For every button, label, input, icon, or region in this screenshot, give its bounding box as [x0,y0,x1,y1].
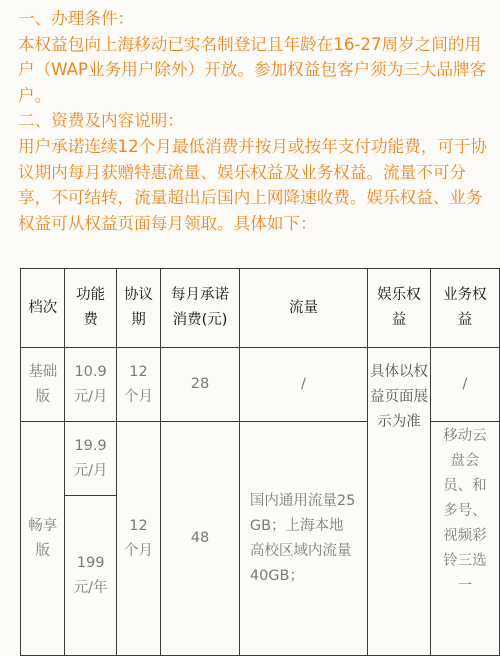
basic-data: / [239,348,367,422]
header-fee: 功能费 [65,269,116,348]
basic-term: 12个月 [116,348,160,422]
table-header-row [21,269,500,348]
header-data: 流量 [239,269,367,348]
basic-min-spend: 28 [161,348,240,422]
basic-tier: 基础版 [21,348,65,422]
entertainment-shared: 具体以权益页面展示为准 [368,348,431,656]
enjoy-fee-yearly: 199元/年 [65,496,116,656]
header-term: 协议期 [116,269,160,348]
enjoy-fee-monthly: 19.9元/月 [65,422,116,496]
benefit-table [20,268,500,656]
header-min-spend: 每月承诺消费(元) [161,269,240,348]
enjoy-tier: 畅享版 [21,422,65,656]
section1-body: 本权益包向上海移动已实名制登记且年龄在16-27周岁之间的用户（WAP业务用户除外）开放。参加权益包客户须为三大品牌客户。 [18,34,487,105]
section2-heading: 二、资费及内容说明： [18,111,184,131]
enjoy-data: 国内通用流量25GB；上海本地高校区域内流量40GB； [239,422,367,656]
header-service: 业务权益 [430,269,499,348]
table-row-basic [21,348,500,422]
intro-text [18,6,490,236]
basic-service: / [430,348,499,422]
section2-body: 用户承诺连续12个月最低消费并按月或按年支付功能费，可于协议期内每月获赠特惠流量、娱乐权益及业务权益。流量不可分享，不可结转，流量超出后国内上网降速收费。娱乐权益、业务权益可从权益页面每月领取。具体如下： [18,136,488,233]
basic-fee: 10.9元/月 [65,348,116,422]
section1-heading: 一、办理条件： [18,9,135,28]
enjoy-service: 移动云盘会员、和多号、视频彩铃三选一 [430,422,499,656]
header-tier: 档次 [21,269,65,348]
header-entertainment: 娱乐权益 [368,269,431,348]
enjoy-term: 12个月 [116,422,160,656]
enjoy-min-spend: 48 [161,422,240,656]
